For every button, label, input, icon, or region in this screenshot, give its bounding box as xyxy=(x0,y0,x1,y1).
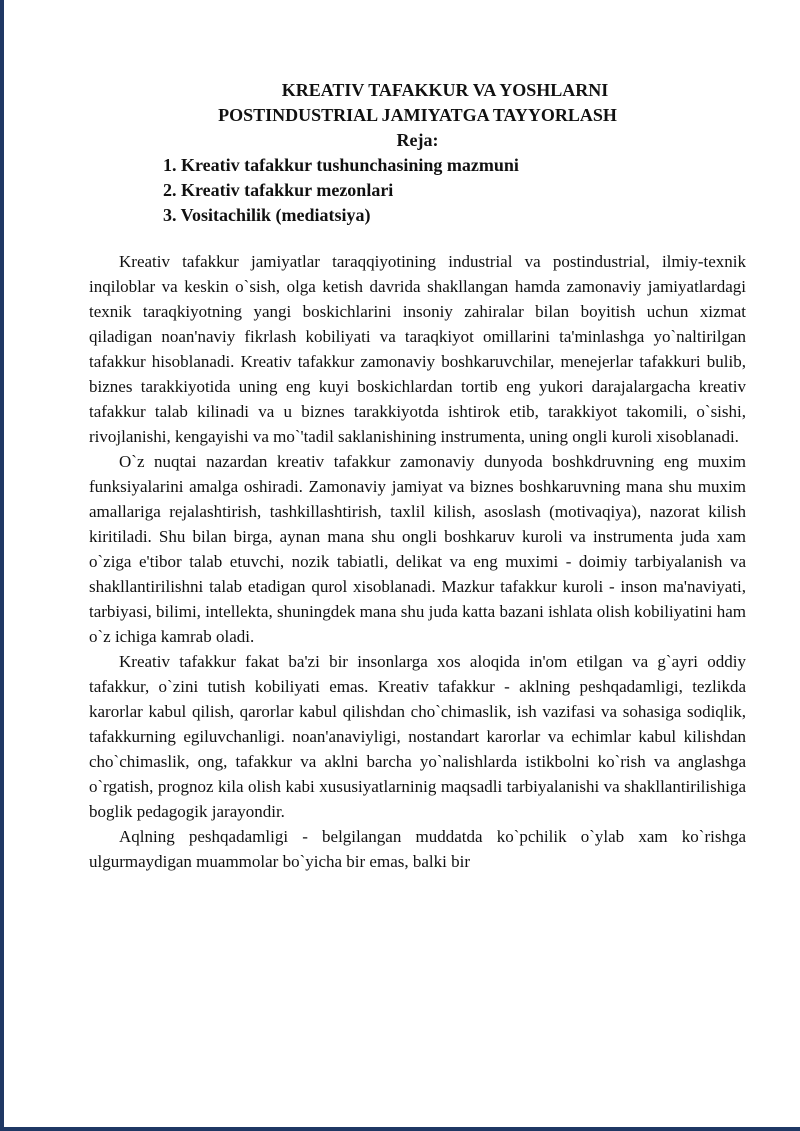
paragraph: Kreativ tafakkur fakat ba'zi bir insonlarga xos aloqida in'om etilgan va g`ayri oddiy tafakkur, o`zini tutish kobiliyati emas. Kreativ tafakkur - aklning peshqadamligi, tezlikda karorlar kabul qilish, qarorlar kabul qilishdan cho`chimaslik, ish vazifasi va sohasiga sodiqlik, tafakkurning egiluvchanligi. noan'anaviyligi, nostandart karorlar va echimlar kabul kilishdan cho`chimaslik, ong, tafakkur va aklni barcha yo`nalishlarda istikbolni ko`rish va anglashga o`rgatish, prognoz kila olish kabi xususiyatlarninig maqsadli tarbiyalanishi va shakllantirilishiga boglik pedagogik jarayondir. xyxy=(89,652,746,821)
paragraph: Kreativ tafakkur jamiyatlar taraqqiyotining industrial va postindustrial, ilmiy-texnik inqiloblar va keskin o`sish, olga ketish davrida shakllangan hamda zamonaviy jamiyatlardagi texnik taraqkiyotning yangi boskichlarini insoniy zahiralar bilan boyitish uchun xizmat qiladigan noan'naviy fikrlash kobiliyati va taraqkiyot omillarini ta'minlashga yo`naltirilgan tafakkur hisoblanadi. Kreativ tafakkur zamonaviy boshkaruvchilar, menejerlar tafakkuri bulib, biznes tarakkiyotida uning eng kuyi boskichlardan tortib eng yukori darajalargacha kreativ tafakkur talab kilinadi va u biznes tarakkiyotda ishtirok etib, tarakkiyot takomili, o`sishi, rivojlanishi, kengayishi va mo`'tadil saklanishining instrumenta, uning ongli kuroli xisoblanadi. xyxy=(89,252,746,446)
paragraph: O`z nuqtai nazardan kreativ tafakkur zamonaviy dunyoda boshkdruvning eng muxim funksiyalarini amalga oshiradi. Zamonaviy jamiyat va biznes boshkaruvning mana shu muxim amallariga rejalashtirish, tashkillashtirish, taxlil kilish, asoslash (motivaqiya), nazorat kilish kiritiladi. Shu bilan birga, aynan mana shu ongli boshkaruv kuroli va instrumenta juda xam o`ziga e'tibor talab etuvchi, nozik tabiatli, delikat va eng muximi - doimiy tarbiyalanish va shakllantirilishni talab etadigan qurol xisoblanadi. Mazkur tafakkur kuroli - inson ma'naviyati, tarbiyasi, bilimi, intellekta, shuningdek mana shu juda katta bazani ishlata olish kobiliyatini ham o`z ichiga kamrab oladi. xyxy=(89,452,746,646)
plan-heading: Reja: xyxy=(396,130,439,150)
plan-item: 2. Kreativ tafakkur mezonlari xyxy=(163,180,394,200)
plan-item: 3. Vositachilik (mediatsiya) xyxy=(163,205,371,225)
document-title-line1: KREATIV TAFAKKUR VA YOSHLARNI xyxy=(281,80,609,100)
document-body xyxy=(89,249,746,874)
page-border-left xyxy=(0,0,4,1131)
plan-list xyxy=(89,153,746,228)
page-border-bottom xyxy=(0,1127,800,1131)
document-title-line2: POSTINDUSTRIAL JAMIYATGA TAYYORLASH xyxy=(218,105,617,125)
paragraph: Aqlning peshqadamligi - belgilangan muddatda ko`pchilik o`ylab xam ko`rishga ulgurmaydigan muammolar bo`yicha bir emas, balki bir xyxy=(89,827,746,871)
plan-item: 1. Kreativ tafakkur tushunchasining mazmuni xyxy=(163,155,519,175)
document-content xyxy=(89,78,746,874)
